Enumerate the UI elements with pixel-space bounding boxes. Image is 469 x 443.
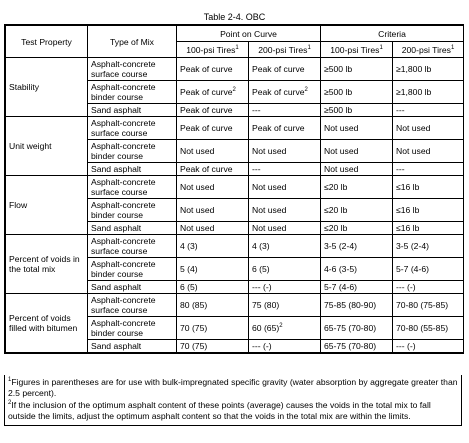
point-on-curve-100-cell: 80 (85) — [177, 294, 249, 317]
point-on-curve-100-cell: Not used — [177, 222, 249, 235]
criteria-100-cell: ≤20 lb — [321, 199, 393, 222]
point-on-curve-200-cell: --- (-) — [249, 340, 321, 353]
point-on-curve-200-cell: Peak of curve$^2$ — [249, 81, 321, 104]
criteria-100-cell: ≥500 lb — [321, 58, 393, 81]
mix-type-cell: Sand asphalt — [88, 340, 177, 353]
criteria-200-cell: ≥1,800 lb — [393, 58, 464, 81]
header-poc-200-psi: 200-psi Tires$^1$ — [249, 42, 321, 58]
point-on-curve-200-cell: Not used — [249, 199, 321, 222]
criteria-200-cell: --- (-) — [393, 281, 464, 294]
table-row — [6, 117, 464, 140]
point-on-curve-200-cell: 6 (5) — [249, 258, 321, 281]
criteria-200-cell: --- — [393, 104, 464, 117]
point-on-curve-100-cell: Peak of curve — [177, 117, 249, 140]
point-on-curve-200-cell: --- (-) — [249, 281, 321, 294]
mix-type-cell: Asphalt-concrete binder course — [88, 199, 177, 222]
point-on-curve-100-cell: 70 (75) — [177, 340, 249, 353]
footnotes — [4, 375, 462, 426]
criteria-200-cell: 70-80 (55-85) — [393, 317, 464, 340]
test-property-cell: Flow — [6, 176, 88, 235]
table-row — [6, 58, 464, 81]
point-on-curve-100-cell: Peak of curve — [177, 104, 249, 117]
criteria-200-cell: Not used — [393, 117, 464, 140]
test-property-cell: Stability — [6, 58, 88, 117]
point-on-curve-200-cell: Peak of curve — [249, 58, 321, 81]
point-on-curve-100-cell: Peak of curve — [177, 58, 249, 81]
mix-type-cell: Asphalt-concrete surface course — [88, 117, 177, 140]
obc-table-container — [4, 24, 464, 354]
criteria-200-cell: 5-7 (4-6) — [393, 258, 464, 281]
criteria-200-cell: ≤16 lb — [393, 199, 464, 222]
criteria-100-cell: ≤20 lb — [321, 176, 393, 199]
header-criteria-200-psi: 200-psi Tires$^1$ — [393, 42, 464, 58]
point-on-curve-100-cell: 4 (3) — [177, 235, 249, 258]
footnote-2: $^2$If the inclusion of the optimum asphalt content of these points (average) causes the voids in the total mix to fall outside the limits, adjust the optimum asphalt content so that the voids in the total mix are within the limits. — [8, 400, 431, 421]
criteria-100-cell: ≥500 lb — [321, 104, 393, 117]
table-title: Table 2-4. OBC — [203, 12, 266, 22]
point-on-curve-200-cell: Not used — [249, 176, 321, 199]
header-criteria-100-psi: 100-psi Tires$^1$ — [321, 42, 393, 58]
point-on-curve-100-cell: 5 (4) — [177, 258, 249, 281]
point-on-curve-100-cell: 70 (75) — [177, 317, 249, 340]
criteria-100-cell: 65-75 (70-80) — [321, 340, 393, 353]
point-on-curve-200-cell: --- — [249, 104, 321, 117]
header-criteria: Criteria — [321, 26, 464, 42]
point-on-curve-100-cell: Peak of curve$^2$ — [177, 81, 249, 104]
criteria-200-cell: ≥1,800 lb — [393, 81, 464, 104]
mix-type-cell: Sand asphalt — [88, 281, 177, 294]
test-property-cell: Percent of voids filled with bitumen — [6, 294, 88, 353]
point-on-curve-100-cell: Not used — [177, 176, 249, 199]
mix-type-cell: Asphalt-concrete surface course — [88, 176, 177, 199]
obc-table — [5, 25, 464, 353]
point-on-curve-200-cell: Peak of curve — [249, 117, 321, 140]
mix-type-cell: Asphalt-concrete surface course — [88, 294, 177, 317]
point-on-curve-200-cell: Not used — [249, 140, 321, 163]
mix-type-cell: Asphalt-concrete binder course — [88, 258, 177, 281]
criteria-200-cell: Not used — [393, 140, 464, 163]
table-row — [6, 294, 464, 317]
criteria-100-cell: 4-6 (3-5) — [321, 258, 393, 281]
point-on-curve-100-cell: Peak of curve — [177, 163, 249, 176]
criteria-100-cell: 65-75 (70-80) — [321, 317, 393, 340]
mix-type-cell: Asphalt-concrete surface course — [88, 58, 177, 81]
point-on-curve-100-cell: 6 (5) — [177, 281, 249, 294]
criteria-100-cell: Not used — [321, 117, 393, 140]
point-on-curve-200-cell: 60 $(65)^2$ — [249, 317, 321, 340]
criteria-200-cell: --- — [393, 163, 464, 176]
table-row — [6, 176, 464, 199]
point-on-curve-200-cell: 75 (80) — [249, 294, 321, 317]
mix-type-cell: Asphalt-concrete binder course — [88, 140, 177, 163]
point-on-curve-200-cell: Not used — [249, 222, 321, 235]
mix-type-cell: Asphalt-concrete surface course — [88, 235, 177, 258]
mix-type-cell: Asphalt-concrete binder course — [88, 81, 177, 104]
header-point-on-curve: Point on Curve — [177, 26, 321, 42]
table-body — [6, 58, 464, 353]
criteria-200-cell: 70-80 (75-85) — [393, 294, 464, 317]
criteria-200-cell: ≤16 lb — [393, 222, 464, 235]
criteria-100-cell: ≥500 lb — [321, 81, 393, 104]
criteria-200-cell: ≤16 lb — [393, 176, 464, 199]
criteria-100-cell: ≤20 lb — [321, 222, 393, 235]
point-on-curve-100-cell: Not used — [177, 199, 249, 222]
criteria-100-cell: Not used — [321, 140, 393, 163]
header-test-property: Test Property — [6, 26, 88, 58]
criteria-200-cell: --- (-) — [393, 340, 464, 353]
point-on-curve-200-cell: 4 (3) — [249, 235, 321, 258]
criteria-100-cell: Not used — [321, 163, 393, 176]
test-property-cell: Unit weight — [6, 117, 88, 176]
table-row — [6, 235, 464, 258]
criteria-100-cell: 3-5 (2-4) — [321, 235, 393, 258]
point-on-curve-100-cell: Not used — [177, 140, 249, 163]
mix-type-cell: Sand asphalt — [88, 104, 177, 117]
mix-type-cell: Sand asphalt — [88, 163, 177, 176]
point-on-curve-200-cell: --- — [249, 163, 321, 176]
header-poc-100-psi: 100-psi Tires$^1$ — [177, 42, 249, 58]
footnote-1: $^1$Figures in parentheses are for use with bulk-impregnated specific gravity (water absorption by aggregate greater than 2.5 percent). — [8, 377, 458, 398]
mix-type-cell: Sand asphalt — [88, 222, 177, 235]
criteria-100-cell: 5-7 (4-6) — [321, 281, 393, 294]
test-property-cell: Percent of voids in the total mix — [6, 235, 88, 294]
mix-type-cell: Asphalt-concrete binder course — [88, 317, 177, 340]
criteria-200-cell: 3-5 (2-4) — [393, 235, 464, 258]
header-type-of-mix: Type of Mix — [88, 26, 177, 58]
criteria-100-cell: 75-85 (80-90) — [321, 294, 393, 317]
